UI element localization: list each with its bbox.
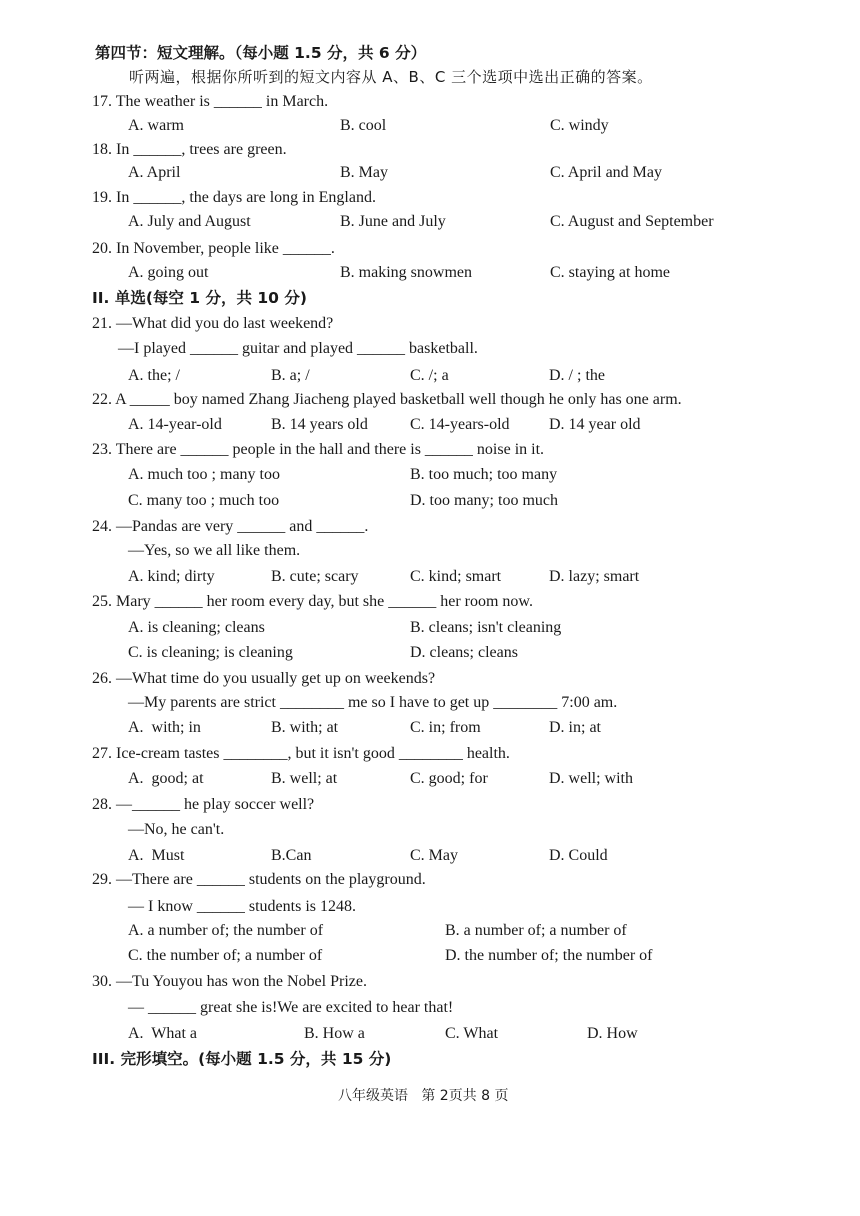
question-17-option-c: C. windy [550,117,609,134]
question-23-stem: 23. There are ______ people in the hall and there is ______ noise in it. [92,441,545,458]
question-19-option-b: B. June and July [340,213,446,230]
question-21-option-a: A. the; / [128,367,180,384]
question-24-option-a: A. kind; dirty [128,568,215,585]
question-19-option-a: A. July and August [128,213,251,230]
question-17-option-b: B. cool [340,117,387,134]
question-25-option-b: B. cleans; isn't cleaning [410,619,562,636]
question-26-option-d: D. in; at [549,719,601,736]
question-25-option-a: A. is cleaning; cleans [128,619,265,636]
question-24-reply: —Yes, so we all like them. [128,542,301,559]
question-28-option-d: D. Could [549,847,608,864]
question-21-stem: 21. —What did you do last weekend? [92,315,334,332]
question-22-option-d: D. 14 year old [549,416,641,433]
question-28-option-c: C. May [410,847,458,864]
question-22-option-b: B. 14 years old [271,416,368,433]
question-30-option-d: D. How [587,1025,638,1042]
question-20-stem: 20. In November, people like ______. [92,240,335,257]
question-20-option-b: B. making snowmen [340,264,472,281]
question-26-stem: 26. —What time do you usually get up on weekends? [92,670,436,687]
question-18-option-c: C. April and May [550,164,662,181]
question-28-option-a: A. Must [128,847,185,864]
question-22-option-c: C. 14-years-old [410,416,510,433]
question-28-reply: —No, he can't. [128,821,225,838]
question-27-option-a: A. good; at [128,770,204,787]
question-24-option-c: C. kind; smart [410,568,502,585]
question-22-stem: 22. A _____ boy named Zhang Jiacheng played basketball well though he only has one arm. [92,391,682,408]
question-19-option-c: C. August and September [550,213,714,230]
question-28-option-b: B.Can [271,847,312,864]
question-25-option-d: D. cleans; cleans [410,644,518,661]
question-19-stem: 19. In ______, the days are long in England. [92,189,376,206]
question-26-option-a: A. with; in [128,719,201,736]
question-24-option-d: D. lazy; smart [549,568,640,585]
question-27-option-b: B. well; at [271,770,338,787]
question-29-option-d: D. the number of; the number of [445,947,653,964]
section-2-heading: II. 单选(每空 1 分，共 10 分) [92,289,307,307]
question-27-option-d: D. well; with [549,770,633,787]
question-24-stem: 24. —Pandas are very ______ and ______. [92,518,369,535]
question-23-option-d: D. too many; too much [410,492,558,509]
question-29-option-b: B. a number of; a number of [445,922,627,939]
page-footer: 八年级英语 第 2页共 8 页 [338,1088,509,1104]
question-21-option-d: D. / ; the [549,367,605,384]
question-27-stem: 27. Ice-cream tastes ________, but it isn't good ________ health. [92,745,510,762]
question-21-option-c: C. /; a [410,367,449,384]
section-3-heading: III. 完形填空。(每小题 1.5 分，共 15 分) [92,1050,392,1068]
question-23-option-c: C. many too ; much too [128,492,280,509]
question-18-stem: 18. In ______, trees are green. [92,141,287,158]
question-22-option-a: A. 14-year-old [128,416,222,433]
question-29-stem: 29. —There are ______ students on the playground. [92,871,426,888]
question-18-option-b: B. May [340,164,388,181]
question-23-option-b: B. too much; too many [410,466,558,483]
question-21-option-b: B. a; / [271,367,310,384]
question-24-option-b: B. cute; scary [271,568,359,585]
question-26-reply: —My parents are strict ________ me so I have to get up ________ 7:00 am. [128,694,618,711]
question-30-reply: — ______ great she is!We are excited to hear that! [128,999,454,1016]
question-25-option-c: C. is cleaning; is cleaning [128,644,293,661]
question-25-stem: 25. Mary ______ her room every day, but she ______ her room now. [92,593,533,610]
question-26-option-c: C. in; from [410,719,481,736]
question-26-option-b: B. with; at [271,719,339,736]
question-30-option-a: A. What a [128,1025,198,1042]
question-28-stem: 28. —______ he play soccer well? [92,796,315,813]
question-20-option-c: C. staying at home [550,264,670,281]
question-20-option-a: A. going out [128,264,209,281]
question-17-stem: 17. The weather is ______ in March. [92,93,329,110]
question-29-option-c: C. the number of; a number of [128,947,323,964]
section-4-instruction: 听两遍，根据你所听到的短文内容从 A、B、C 三个选项中选出正确的答案。 [129,68,653,86]
question-29-reply: — I know ______ students is 1248. [128,898,356,915]
question-18-option-a: A. April [128,164,181,181]
question-21-reply: —I played ______ guitar and played ______ basketball. [118,340,478,357]
question-30-option-c: C. What [445,1025,499,1042]
question-23-option-a: A. much too ; many too [128,466,280,483]
section-4-heading: 第四节：短文理解。（每小题 1.5 分，共 6 分） [95,44,427,62]
question-30-option-b: B. How a [304,1025,365,1042]
question-29-option-a: A. a number of; the number of [128,922,324,939]
question-30-stem: 30. —Tu Youyou has won the Nobel Prize. [92,973,367,990]
question-27-option-c: C. good; for [410,770,488,787]
question-17-option-a: A. warm [128,117,184,134]
